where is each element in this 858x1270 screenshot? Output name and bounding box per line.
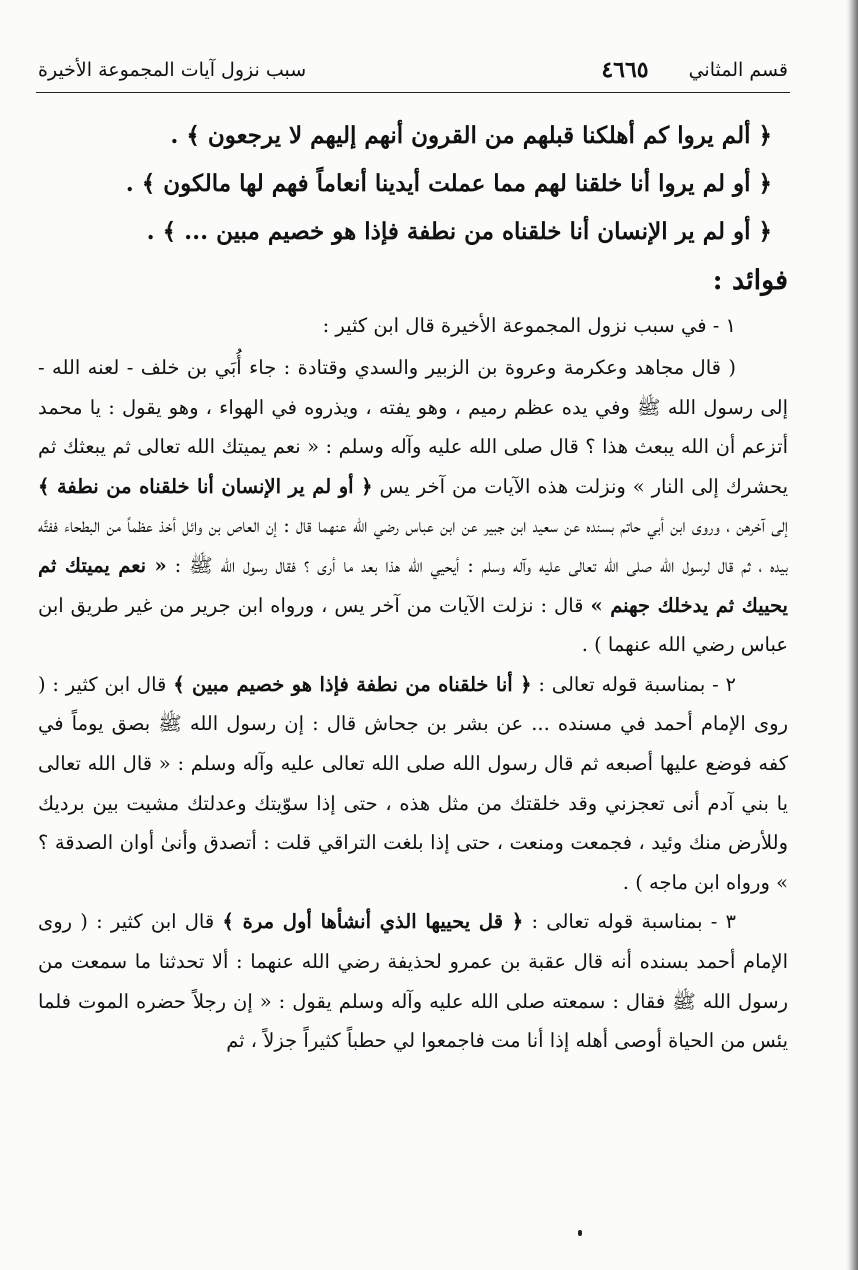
verse-line: ﴿ أو لم ير الإنسان أنا خلقناه من نطفة فإذا هو خصيم مبين ... ﴾ . bbox=[146, 218, 772, 245]
header-rule bbox=[36, 92, 790, 93]
point-3-paragraph bbox=[38, 902, 788, 1060]
point-1-verse-quote: ﴿ أو لم ير الإنسان أنا خلقناه من نطفة ﴾ bbox=[38, 474, 373, 498]
header-left-group bbox=[601, 57, 788, 83]
point-2-text: قال ابن كثير : ( روى الإمام أحمد في مسنده ... عن بشر بن جحاش قال : إن رسول الله ﷺ بصق يوماً في كفه فوضع عليها أصبعه ثم قال رسول الله صلى الله تعالى عليه وآله وسلم : « قال الله تعالى يا بني آدم أنى تعجزني وقد خلقتك من مثل هذه ، حتى إذا سوّيتك وعدلتك مشيت بين برديك وللأرض منك وئيد ، فجمعت ومنعت ، حتى إذا بلغت التراقي قلت : أتصدق وأنىٰ أوان الصدقة ؟ » ورواه ابن ماجه ) . bbox=[38, 672, 788, 894]
section-name: قسم المثاني bbox=[688, 59, 788, 81]
page-header bbox=[38, 50, 788, 90]
point-3-text: قال ابن كثير : ( روى الإمام أحمد بسنده أنه قال عقبة بن عمرو لحذيفة رضي الله عنهما : ألا تحدثنا ما سمعت من رسول الله ﷺ فقال : سمعته صلى الله عليه وآله وسلم يقول : « إن رجلاً حضره الموت فلما يئس من الحياة أوصى أهله إذا أنا مت فاجمعوا لي حطباً كثيراً جزلاً ، ثم bbox=[38, 910, 788, 1053]
point-1-text-a: ( قال مجاهد وعكرمة وعروة بن الزبير والسدي وقتادة : جاء أُبَي بن خلف - لعنه الله - إلى رسول الله ﷺ وفي يده عظم رميم ، وهو يفته ، ويذروه في الهواء ، وهو يقول : يا محمد أتزعم أن الله يبعث هذا ؟ قال صلى الله عليه وآله وسلم : « نعم يميتك الله تعالى ثم يبعثك ثم يحشرك إلى النار » ونزلت هذه الآيات من آخر يس bbox=[38, 356, 789, 498]
running-title: سبب نزول آيات المجموعة الأخيرة bbox=[38, 59, 307, 81]
section-heading: فوائد : bbox=[712, 265, 788, 296]
point-1-intro: ١ - في سبب نزول المجموعة الأخيرة قال ابن كثير : bbox=[322, 314, 736, 337]
verse-line: ﴿ ألم يروا كم أهلكنا قبلهم من القرون أنهم إليهم لا يرجعون ﴾ . bbox=[170, 122, 772, 149]
point-1-text-c: قال : نزلت الآيات من آخر يس ، ورواه ابن جرير من غير طريق ابن عباس رضي الله عنهما ) . bbox=[38, 593, 788, 657]
point-2-paragraph bbox=[38, 665, 788, 903]
point-3-verse-quote: ﴿ قل يحييها الذي أنشأها أول مرة ﴾ bbox=[222, 910, 524, 934]
page-number: ٤٦٦٥ bbox=[601, 57, 649, 83]
point-1-paragraph bbox=[38, 348, 788, 665]
page-mark-dot bbox=[578, 1230, 582, 1236]
point-1-hadith-quote: « نعم يميتك ثم يحييك ثم يدخلك جهنم » bbox=[38, 553, 788, 617]
scan-edge-shadow bbox=[846, 0, 858, 1270]
point-2-verse-quote: ﴿ أنا خلقناه من نطفة فإذا هو خصيم مبين ﴾ bbox=[173, 672, 532, 696]
verse-line: ﴿ أو لم يروا أنا خلقنا لهم مما عملت أيدينا أنعاماً فهم لها مالكون ﴾ . bbox=[125, 170, 772, 197]
page-body bbox=[38, 112, 788, 1061]
point-1-text-b: إلى آخرهن ، وروى ابن أبي حاتم بسنده عن سعيد ابن جبير عن ابن عباس رضي الله عنهما قال : إن العاص بن وائل أخذ عظماً من البطحاء ففتَّه بيده ، ثم قال لرسول الله صلى الله تعالى عليه وآله وسلم : أيحيي الله هذا بعد ما أرى ؟ فقال رسول الله ﷺ : bbox=[38, 514, 788, 577]
point-2-lead: ٢ - بمناسبة قوله تعالى : bbox=[538, 672, 737, 696]
point-3-lead: ٣ - بمناسبة قوله تعالى : bbox=[531, 910, 737, 934]
